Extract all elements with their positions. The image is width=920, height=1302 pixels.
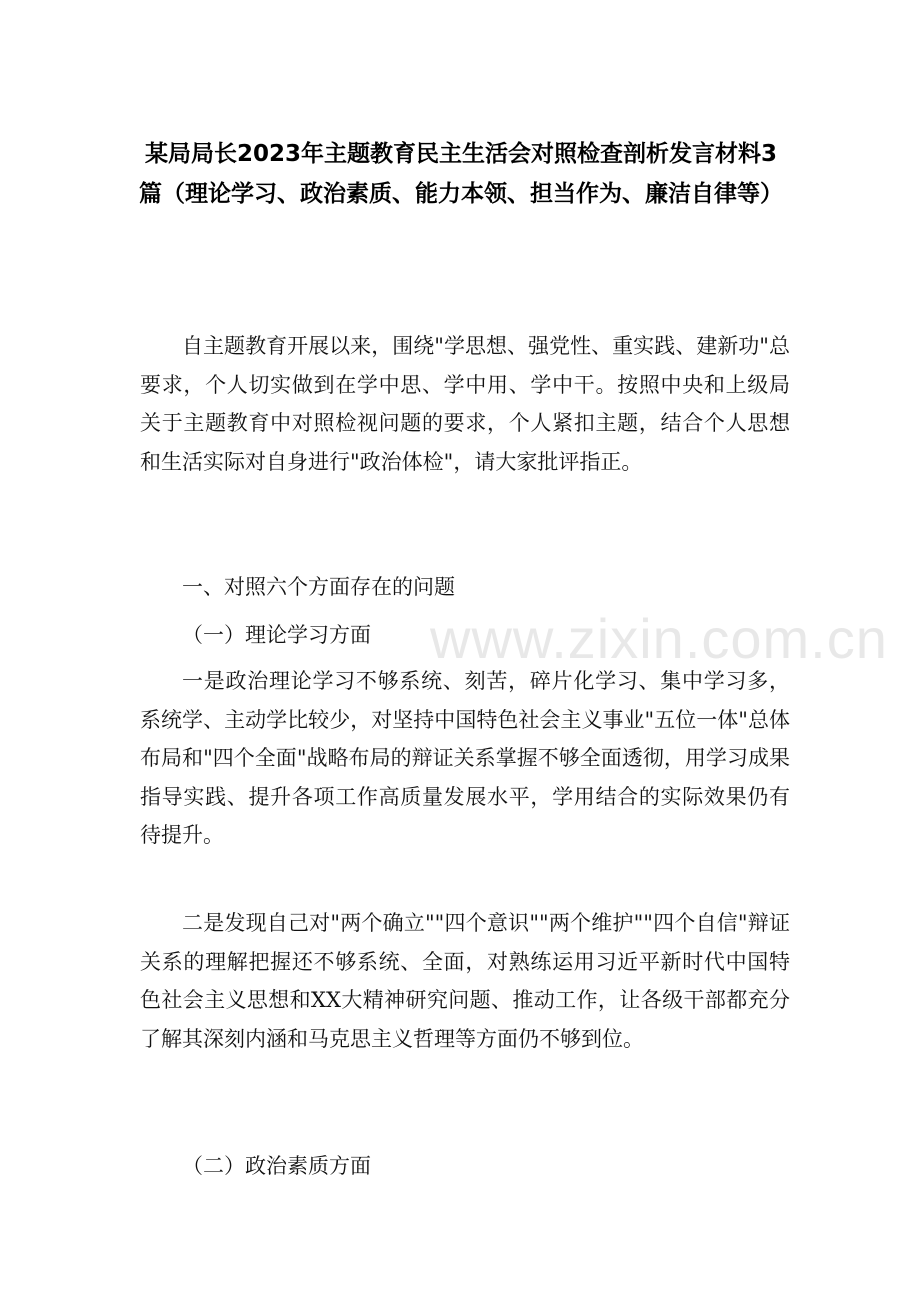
section-heading-1: 一、对照六个方面存在的问题 (182, 575, 455, 599)
intro-paragraph: 自主题教育开展以来，围绕"学思想、强党性、重实践、建新功"总要求，个人切实做到在学中思、学中用、学中干。按照中央和上级局关于主题教育中对照检视问题的要求，个人紧扣主题，结合个人思想和生活实际对自身进行"政治体检"，请大家批评指正。 (140, 334, 790, 474)
paragraph-theory-study-2: 二是发现自己对"两个确立""四个意识""两个维护""四个自信"辩证关系的理解把握还不够系统、全面，对熟练运用习近平新时代中国特色社会主义思想和XX大精神研究问题、推动工作，让各级干部都充分了解其深刻内涵和马克思主义哲理等方面仍不够到位。 (140, 911, 790, 1051)
paragraph-theory-study-1: 一是政治理论学习不够系统、刻苦，碎片化学习、集中学习多，系统学、主动学比较少，对坚持中国特色社会主义事业"五位一体"总体布局和"四个全面"战略布局的辩证关系掌握不够全面透彻，用学习成果指导实践、提升各项工作高质量发展水平，学用结合的实际效果仍有待提升。 (140, 669, 790, 847)
document-title: 某局局长2023年主题教育民主生活会对照检查剖析发言材料3篇（理论学习、政治素质、能力本领、担当作为、廉洁自律等） (139, 141, 783, 207)
site-watermark: www.zixin.com.cn (430, 607, 888, 670)
subsection-heading-political-quality: （二）政治素质方面 (182, 1154, 371, 1178)
subsection-heading-theory-study: （一）理论学习方面 (182, 623, 371, 647)
